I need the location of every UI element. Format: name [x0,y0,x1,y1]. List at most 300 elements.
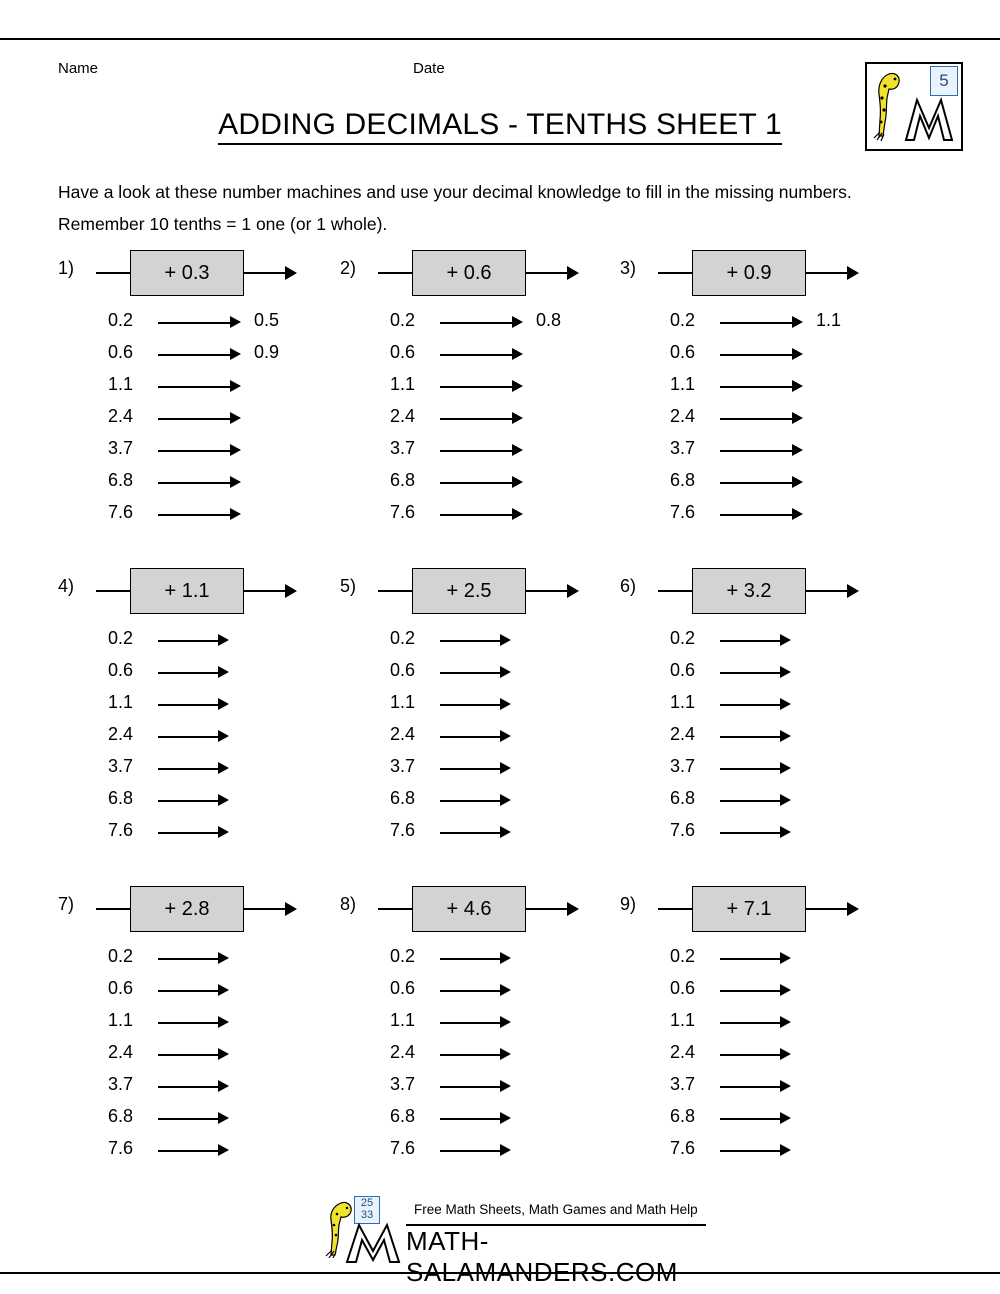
arrow-right-icon [512,316,523,328]
machine-row [58,756,338,788]
arrow-right-icon [218,1016,229,1028]
machine-header [368,886,618,932]
row-input-value: 3.7 [390,1074,416,1094]
row-input-value: 6.8 [108,788,134,808]
arrow-right-icon [780,984,791,996]
machine-row [58,1042,338,1074]
row-input-value: 2.4 [670,724,696,744]
row-arrow-line [720,322,792,324]
row-arrow-line [440,704,500,706]
machine-header [86,250,336,296]
row-arrow-line [440,832,500,834]
arrow-right-icon [500,952,511,964]
machine-row [620,374,900,406]
row-input-value: 2.4 [670,1042,696,1062]
arrow-right-icon [500,762,511,774]
machine-output-line [525,908,569,910]
arrow-right-icon [780,666,791,678]
row-input-value: 6.8 [390,1106,416,1126]
row-arrow-line [440,1118,500,1120]
arrow-right-icon [500,1144,511,1156]
arrow-right-icon [792,444,803,456]
machine-row [620,310,900,342]
machine-row [340,756,620,788]
row-input-value: 7.6 [390,1138,416,1158]
machine-index: 5) [340,576,357,596]
machine-row [620,756,900,788]
machine-rows [340,628,620,852]
machine-row [620,724,900,756]
machine-output-line [525,272,569,274]
machine-input-line [96,272,130,274]
row-arrow-line [720,990,780,992]
row-arrow-line [720,450,792,452]
arrow-right-icon [230,508,241,520]
machine-row [340,502,620,534]
row-arrow-line [158,1054,218,1056]
row-arrow-line [158,450,230,452]
arrow-right-icon [218,698,229,710]
machine-row [58,946,338,978]
row-input-value: 2.4 [108,1042,134,1062]
row-arrow-line [440,640,500,642]
arrow-right-icon [218,794,229,806]
row-input-value: 6.8 [108,470,134,490]
machine-row [340,374,620,406]
machine-row [58,820,338,852]
row-arrow-line [158,640,218,642]
arrow-right-icon [567,584,579,598]
machine-index: 4) [58,576,75,596]
arrow-right-icon [500,698,511,710]
row-output-value[interactable]: 0.9 [254,342,280,362]
row-arrow-line [720,1118,780,1120]
row-output-value[interactable]: 0.8 [536,310,562,330]
row-arrow-line [720,418,792,420]
row-input-value: 3.7 [670,756,696,776]
row-arrow-line [720,514,792,516]
row-arrow-line [720,482,792,484]
row-arrow-line [440,768,500,770]
row-input-value: 2.4 [108,406,134,426]
arrow-right-icon [847,584,859,598]
machine-index: 9) [620,894,637,914]
arrow-right-icon [792,476,803,488]
row-arrow-line [158,1118,218,1120]
row-input-value: 3.7 [108,438,134,458]
machine-operation-box: + 1.1 [130,568,244,614]
arrow-right-icon [500,984,511,996]
arrow-right-icon [218,952,229,964]
row-input-value: 0.2 [670,628,696,648]
row-input-value: 0.6 [670,342,696,362]
row-arrow-line [440,354,512,356]
row-input-value: 0.6 [390,660,416,680]
row-input-value: 0.6 [108,660,134,680]
machine-header [86,568,336,614]
machine-header [86,886,336,932]
row-arrow-line [720,1054,780,1056]
arrow-right-icon [500,826,511,838]
machine-output-line [243,590,287,592]
arrow-right-icon [285,584,297,598]
machine-row [340,406,620,438]
row-input-value: 3.7 [390,438,416,458]
header-logo [865,62,963,151]
arrow-right-icon [780,794,791,806]
row-arrow-line [440,800,500,802]
row-input-value: 0.2 [108,310,134,330]
machine-rows [620,310,900,534]
row-input-value: 2.4 [390,724,416,744]
row-arrow-line [158,386,230,388]
row-input-value: 7.6 [108,502,134,522]
row-input-value: 0.6 [108,342,134,362]
machine-header [648,886,898,932]
machine-row [58,374,338,406]
arrow-right-icon [230,316,241,328]
machine-rows [620,628,900,852]
row-arrow-line [720,736,780,738]
footer-letter-m-icon [344,1220,402,1264]
machine-row [58,502,338,534]
arrow-right-icon [218,762,229,774]
arrow-right-icon [512,508,523,520]
row-arrow-line [720,958,780,960]
machine-row [620,1010,900,1042]
machine-operation-box: + 2.5 [412,568,526,614]
machine-row [58,342,338,374]
row-input-value: 6.8 [390,788,416,808]
machine-row [620,978,900,1010]
footer-site: MATH-SALAMANDERS.COM [406,1226,678,1287]
row-input-value: 7.6 [390,820,416,840]
machine-row [340,1106,620,1138]
footer-tagline: Free Math Sheets, Math Games and Math Help [414,1202,698,1217]
machine-index: 2) [340,258,357,278]
row-input-value: 0.2 [390,946,416,966]
machine-row [340,1010,620,1042]
machine-output-line [805,272,849,274]
machine-output-line [525,590,569,592]
machine-output-line [805,590,849,592]
row-input-value: 1.1 [108,692,134,712]
row-arrow-line [158,1150,218,1152]
machine-index: 1) [58,258,75,278]
grade-badge: 5 [930,66,958,96]
machine-row [58,470,338,502]
row-arrow-line [158,958,218,960]
machine-input-line [378,272,412,274]
machine-input-line [658,590,692,592]
arrow-right-icon [780,1144,791,1156]
row-input-value: 1.1 [108,1010,134,1030]
machine-rows [58,946,338,1170]
arrow-right-icon [218,1112,229,1124]
row-arrow-line [158,1086,218,1088]
machine-output-line [243,272,287,274]
row-arrow-line [440,450,512,452]
row-input-value: 6.8 [670,1106,696,1126]
row-arrow-line [720,768,780,770]
machine-row [620,1042,900,1074]
arrow-right-icon [285,266,297,280]
row-input-value: 0.2 [390,310,416,330]
row-input-value: 0.6 [108,978,134,998]
machine-index: 8) [340,894,357,914]
machine-input-line [378,908,412,910]
row-arrow-line [440,958,500,960]
letter-m-icon [903,94,955,142]
machine-row [58,978,338,1010]
row-input-value: 7.6 [670,820,696,840]
machine-row [340,470,620,502]
row-input-value: 7.6 [670,502,696,522]
name-label: Name [58,60,99,77]
machine-row [620,788,900,820]
arrow-right-icon [218,634,229,646]
row-input-value: 6.8 [670,470,696,490]
machine-row [340,342,620,374]
arrow-right-icon [230,348,241,360]
machine-rows [340,310,620,534]
row-input-value: 7.6 [390,502,416,522]
machine-input-line [96,908,130,910]
arrow-right-icon [780,730,791,742]
machine-output-line [805,908,849,910]
arrow-right-icon [218,1048,229,1060]
instructions-text: Have a look at these number machines and use your decimal knowledge to fill in the missing numbers. Remember 10 tenths = 1 one (or 1 whole). [58,182,852,234]
machine-row [340,820,620,852]
machine-row [340,1138,620,1170]
row-arrow-line [440,672,500,674]
row-arrow-line [158,322,230,324]
arrow-right-icon [230,380,241,392]
row-input-value: 0.2 [670,310,696,330]
row-input-value: 1.1 [670,374,696,394]
arrow-right-icon [218,1144,229,1156]
arrow-right-icon [512,380,523,392]
machine-row [620,628,900,660]
machine-row [340,978,620,1010]
machine-row [620,438,900,470]
row-input-value: 3.7 [108,756,134,776]
row-arrow-line [720,1086,780,1088]
arrow-right-icon [500,634,511,646]
arrow-right-icon [500,666,511,678]
machine-rows [58,628,338,852]
arrow-right-icon [780,1112,791,1124]
row-input-value: 0.6 [670,978,696,998]
machine-input-line [378,590,412,592]
arrow-right-icon [792,508,803,520]
row-arrow-line [440,1054,500,1056]
machine-row [58,310,338,342]
machine-operation-box: + 3.2 [692,568,806,614]
machine-row [340,660,620,692]
machine-row [58,692,338,724]
machine-row [58,1106,338,1138]
row-arrow-line [440,386,512,388]
row-input-value: 1.1 [390,692,416,712]
row-arrow-line [440,1022,500,1024]
row-output-value[interactable]: 1.1 [816,310,842,330]
arrow-right-icon [285,902,297,916]
machine-operation-box: + 4.6 [412,886,526,932]
machine-operation-box: + 0.6 [412,250,526,296]
arrow-right-icon [780,1048,791,1060]
machine-operation-box: + 7.1 [692,886,806,932]
machine-row [620,1106,900,1138]
arrow-right-icon [780,634,791,646]
salamander-icon [871,68,905,142]
row-input-value: 0.2 [108,628,134,648]
row-input-value: 1.1 [108,374,134,394]
arrow-right-icon [218,730,229,742]
machine-row [340,628,620,660]
machine-row [620,946,900,978]
row-arrow-line [440,418,512,420]
machine-row [620,470,900,502]
row-input-value: 1.1 [390,1010,416,1030]
row-arrow-line [158,704,218,706]
row-arrow-line [720,800,780,802]
machine-row [340,438,620,470]
machine-operation-box: + 0.9 [692,250,806,296]
row-arrow-line [158,514,230,516]
machine-row [340,724,620,756]
row-input-value: 0.2 [108,946,134,966]
row-arrow-line [720,672,780,674]
row-input-value: 0.6 [390,978,416,998]
machine-index: 6) [620,576,637,596]
machine-header [648,568,898,614]
arrow-right-icon [512,412,523,424]
machine-row [340,310,620,342]
arrow-right-icon [567,902,579,916]
machine-row [620,342,900,374]
machine-row [58,628,338,660]
row-input-value: 3.7 [390,756,416,776]
top-divider [0,38,1000,40]
row-input-value: 6.8 [670,788,696,808]
machine-row [620,502,900,534]
machine-row [340,788,620,820]
machine-row [620,660,900,692]
date-label: Date [413,60,445,77]
machine-row [58,660,338,692]
row-input-value: 3.7 [670,1074,696,1094]
machine-row [58,788,338,820]
row-arrow-line [158,482,230,484]
row-input-value: 0.6 [670,660,696,680]
machine-input-line [658,272,692,274]
row-arrow-line [720,1150,780,1152]
machine-row [620,820,900,852]
row-arrow-line [158,832,218,834]
row-input-value: 2.4 [108,724,134,744]
arrow-right-icon [567,266,579,280]
machine-row [620,1074,900,1106]
page-title [0,108,1000,142]
arrow-right-icon [218,1080,229,1092]
row-arrow-line [440,322,512,324]
machine-row [620,406,900,438]
row-input-value: 2.4 [390,1042,416,1062]
row-input-value: 1.1 [670,692,696,712]
row-arrow-line [440,990,500,992]
arrow-right-icon [230,444,241,456]
row-input-value: 2.4 [670,406,696,426]
machine-row [58,1074,338,1106]
row-arrow-line [720,704,780,706]
arrow-right-icon [792,412,803,424]
machine-operation-box: + 2.8 [130,886,244,932]
machine-row [340,692,620,724]
machine-row [340,1042,620,1074]
row-arrow-line [158,354,230,356]
arrow-right-icon [792,348,803,360]
machine-row [340,946,620,978]
row-arrow-line [720,1022,780,1024]
arrow-right-icon [780,826,791,838]
row-input-value: 7.6 [670,1138,696,1158]
arrow-right-icon [500,1112,511,1124]
machine-input-line [96,590,130,592]
row-input-value: 6.8 [390,470,416,490]
row-input-value: 6.8 [108,1106,134,1126]
machine-rows [340,946,620,1170]
machine-operation-box: + 0.3 [130,250,244,296]
row-arrow-line [720,354,792,356]
row-arrow-line [158,1022,218,1024]
machine-input-line [658,908,692,910]
arrow-right-icon [512,444,523,456]
machine-row [58,406,338,438]
machine-row [620,1138,900,1170]
row-arrow-line [720,640,780,642]
row-arrow-line [158,736,218,738]
machine-row [58,1010,338,1042]
arrow-right-icon [512,476,523,488]
machine-row [620,692,900,724]
machine-output-line [243,908,287,910]
row-arrow-line [440,514,512,516]
machine-rows [58,310,338,534]
row-input-value: 3.7 [108,1074,134,1094]
row-input-value: 3.7 [670,438,696,458]
arrow-right-icon [847,902,859,916]
row-arrow-line [158,418,230,420]
arrow-right-icon [780,1016,791,1028]
machine-index: 3) [620,258,637,278]
machine-row [58,724,338,756]
arrow-right-icon [780,698,791,710]
row-input-value: 0.2 [670,946,696,966]
row-input-value: 2.4 [390,406,416,426]
arrow-right-icon [230,476,241,488]
machine-index: 7) [58,894,75,914]
row-arrow-line [158,800,218,802]
row-arrow-line [158,768,218,770]
row-output-value[interactable]: 0.5 [254,310,280,330]
arrow-right-icon [500,1048,511,1060]
machine-header [368,568,618,614]
machine-rows [620,946,900,1170]
footer-logo [0,1196,1000,1287]
machine-header [648,250,898,296]
arrow-right-icon [500,794,511,806]
